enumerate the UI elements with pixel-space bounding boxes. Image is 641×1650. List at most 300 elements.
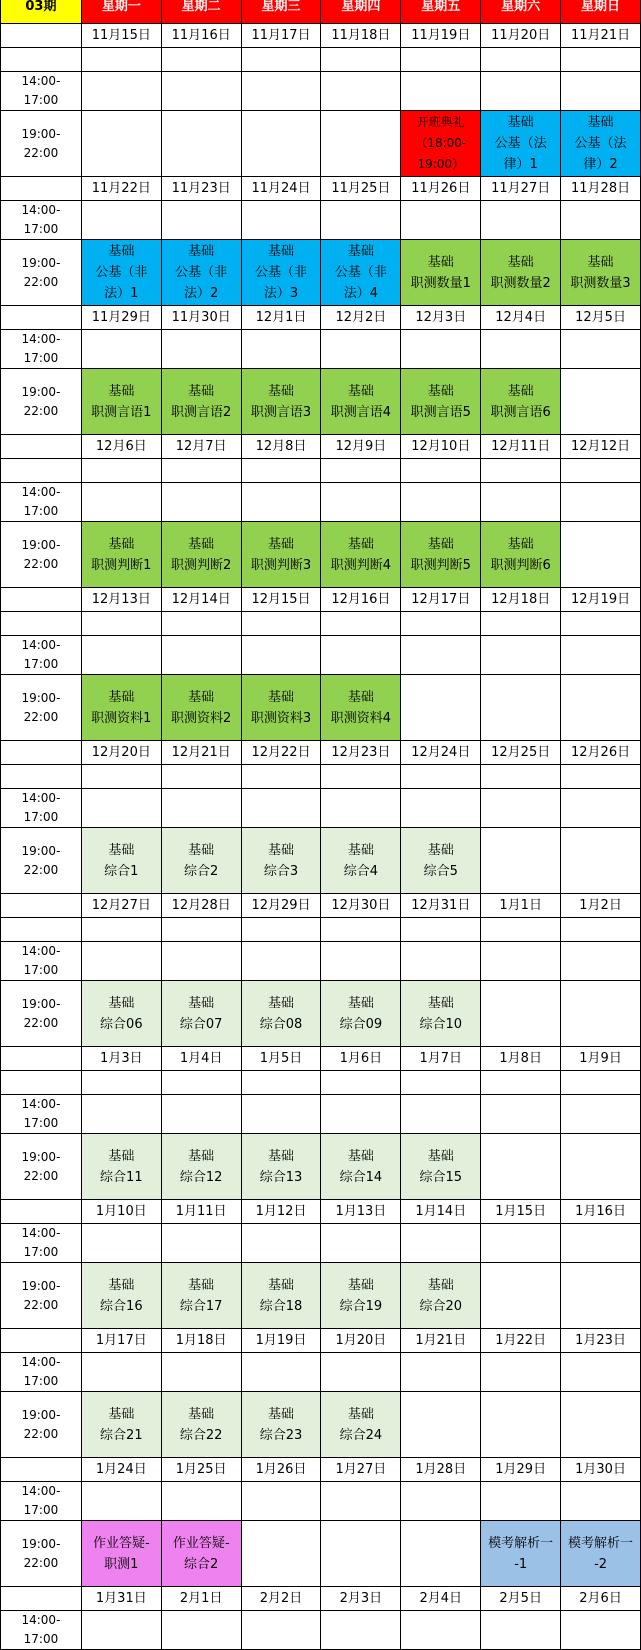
- empty-cell: [561, 201, 641, 240]
- date-cell: 1月17日: [81, 1329, 161, 1353]
- empty-cell: [561, 1482, 641, 1521]
- class-session-cell: 基础 职测判断5: [401, 522, 481, 588]
- spacer-row: [1, 459, 641, 483]
- empty-cell: [481, 789, 561, 828]
- afternoon-row: [1, 483, 641, 522]
- empty-cell: [561, 72, 641, 111]
- empty-cell: [321, 1353, 401, 1392]
- class-session-cell: 基础 公基（法 律）2: [561, 111, 641, 177]
- afternoon-row: [1, 1611, 641, 1650]
- date-cell: 1月20日: [321, 1329, 401, 1353]
- time-slot-evening: 19:00- 22:00: [1, 522, 82, 588]
- class-session-cell: 基础 职测判断6: [481, 522, 561, 588]
- class-session-cell: 基础 职测数量3: [561, 240, 641, 306]
- empty-cell: [241, 765, 321, 789]
- afternoon-row: [1, 330, 641, 369]
- empty-cell: [561, 981, 641, 1047]
- empty-cell: [81, 1482, 161, 1521]
- empty-cell: [81, 48, 161, 72]
- class-session-cell: 模考解析一 -1: [481, 1521, 561, 1587]
- date-cell: 12月8日: [241, 435, 321, 459]
- empty-cell: [481, 1482, 561, 1521]
- empty-cell: [81, 612, 161, 636]
- empty-cell: [481, 765, 561, 789]
- empty-cell: [481, 1134, 561, 1200]
- time-slot-afternoon: 14:00- 17:00: [1, 201, 82, 240]
- date-cell: 1月31日: [81, 1587, 161, 1611]
- empty-cell: [241, 48, 321, 72]
- empty-cell: [561, 48, 641, 72]
- class-session-cell: 基础 综合12: [161, 1134, 241, 1200]
- empty-cell: [401, 72, 481, 111]
- class-session-cell: 基础 综合4: [321, 828, 401, 894]
- empty-cell: [81, 1071, 161, 1095]
- spacer-row: [1, 765, 641, 789]
- empty-cell: [1, 918, 82, 942]
- empty-cell: [561, 612, 641, 636]
- date-cell: 12月18日: [481, 588, 561, 612]
- empty-cell: [161, 636, 241, 675]
- spacer-row: [1, 612, 641, 636]
- day-header-mon: 星期一: [81, 0, 161, 24]
- class-session-cell: 基础 公基（非 法）4: [321, 240, 401, 306]
- empty-cell: [161, 48, 241, 72]
- date-row: [1, 177, 641, 201]
- empty-cell: [161, 201, 241, 240]
- class-session-cell: 基础 职测资料1: [81, 675, 161, 741]
- empty-cell: [481, 48, 561, 72]
- empty-cell: [241, 789, 321, 828]
- date-cell: 1月1日: [481, 894, 561, 918]
- evening-row: [1, 981, 641, 1047]
- empty-cell: [481, 1095, 561, 1134]
- empty-cell: [561, 828, 641, 894]
- empty-cell: [401, 918, 481, 942]
- date-cell: 12月31日: [401, 894, 481, 918]
- date-cell: 12月9日: [321, 435, 401, 459]
- date-cell: 2月4日: [401, 1587, 481, 1611]
- empty-cell: [401, 483, 481, 522]
- class-session-cell: 基础 公基（非 法）2: [161, 240, 241, 306]
- date-cell: 12月2日: [321, 306, 401, 330]
- class-session-cell: 基础 职测数量2: [481, 240, 561, 306]
- date-cell: 12月14日: [161, 588, 241, 612]
- date-cell: 1月7日: [401, 1047, 481, 1071]
- empty-cell: [241, 612, 321, 636]
- date-cell: 12月16日: [321, 588, 401, 612]
- date-cell: 12月5日: [561, 306, 641, 330]
- date-cell: 1月21日: [401, 1329, 481, 1353]
- empty-cell: [481, 459, 561, 483]
- date-row-label: [1, 177, 82, 201]
- empty-cell: [401, 1392, 481, 1458]
- empty-cell: [321, 201, 401, 240]
- empty-cell: [401, 459, 481, 483]
- empty-cell: [321, 459, 401, 483]
- empty-cell: [561, 369, 641, 435]
- class-session-cell: 模考解析一 -2: [561, 1521, 641, 1587]
- date-row: [1, 306, 641, 330]
- empty-cell: [481, 612, 561, 636]
- empty-cell: [401, 675, 481, 741]
- date-cell: 1月11日: [161, 1200, 241, 1224]
- empty-cell: [81, 201, 161, 240]
- date-cell: 2月5日: [481, 1587, 561, 1611]
- class-session-cell: 基础 综合07: [161, 981, 241, 1047]
- empty-cell: [481, 1263, 561, 1329]
- date-cell: 11月30日: [161, 306, 241, 330]
- empty-cell: [241, 201, 321, 240]
- empty-cell: [161, 1224, 241, 1263]
- day-header-sat: 星期六: [481, 0, 561, 24]
- empty-cell: [161, 330, 241, 369]
- empty-cell: [241, 1224, 321, 1263]
- class-session-cell: 基础 综合19: [321, 1263, 401, 1329]
- date-cell: 1月22日: [481, 1329, 561, 1353]
- empty-cell: [401, 201, 481, 240]
- empty-cell: [561, 942, 641, 981]
- time-slot-afternoon: 14:00- 17:00: [1, 1611, 82, 1650]
- empty-cell: [481, 1224, 561, 1263]
- date-cell: 11月16日: [161, 24, 241, 48]
- date-cell: 12月21日: [161, 741, 241, 765]
- date-cell: 1月3日: [81, 1047, 161, 1071]
- evening-row: [1, 1134, 641, 1200]
- empty-cell: [401, 1482, 481, 1521]
- empty-cell: [561, 483, 641, 522]
- date-cell: 11月29日: [81, 306, 161, 330]
- empty-cell: [321, 1611, 401, 1650]
- date-cell: 1月18日: [161, 1329, 241, 1353]
- date-row-label: [1, 306, 82, 330]
- date-cell: 1月13日: [321, 1200, 401, 1224]
- empty-cell: [321, 48, 401, 72]
- date-cell: 1月23日: [561, 1329, 641, 1353]
- date-cell: 12月23日: [321, 741, 401, 765]
- empty-cell: [401, 1521, 481, 1587]
- empty-cell: [161, 1482, 241, 1521]
- empty-cell: [321, 72, 401, 111]
- empty-cell: [401, 1353, 481, 1392]
- date-cell: 12月4日: [481, 306, 561, 330]
- empty-cell: [401, 789, 481, 828]
- empty-cell: [241, 1521, 321, 1587]
- class-session-cell: 基础 公基（非 法）1: [81, 240, 161, 306]
- date-cell: 12月13日: [81, 588, 161, 612]
- empty-cell: [1, 612, 82, 636]
- empty-cell: [321, 483, 401, 522]
- evening-row: [1, 675, 641, 741]
- time-slot-evening: 19:00- 22:00: [1, 1134, 82, 1200]
- date-row-label: [1, 1329, 82, 1353]
- empty-cell: [1, 48, 82, 72]
- class-session-cell: 基础 综合22: [161, 1392, 241, 1458]
- empty-cell: [321, 330, 401, 369]
- empty-cell: [81, 483, 161, 522]
- empty-cell: [561, 1095, 641, 1134]
- time-slot-evening: 19:00- 22:00: [1, 1392, 82, 1458]
- day-header-wed: 星期三: [241, 0, 321, 24]
- empty-cell: [81, 459, 161, 483]
- class-session-cell: 基础 综合06: [81, 981, 161, 1047]
- empty-cell: [241, 330, 321, 369]
- date-cell: 2月2日: [241, 1587, 321, 1611]
- day-header-fri: 星期五: [401, 0, 481, 24]
- date-row-label: [1, 435, 82, 459]
- date-cell: 1月27日: [321, 1458, 401, 1482]
- date-cell: 12月30日: [321, 894, 401, 918]
- empty-cell: [321, 918, 401, 942]
- empty-cell: [161, 612, 241, 636]
- spacer-row: [1, 1071, 641, 1095]
- time-slot-afternoon: 14:00- 17:00: [1, 636, 82, 675]
- day-header-tue: 星期二: [161, 0, 241, 24]
- schedule-body: [1, 0, 641, 1650]
- afternoon-row: [1, 201, 641, 240]
- evening-row: [1, 522, 641, 588]
- time-slot-afternoon: 14:00- 17:00: [1, 1482, 82, 1521]
- date-cell: 1月16日: [561, 1200, 641, 1224]
- empty-cell: [161, 72, 241, 111]
- date-cell: 12月7日: [161, 435, 241, 459]
- class-session-cell: 基础 职测言语5: [401, 369, 481, 435]
- afternoon-row: [1, 72, 641, 111]
- date-cell: 2月6日: [561, 1587, 641, 1611]
- date-row: [1, 1047, 641, 1071]
- empty-cell: [561, 1071, 641, 1095]
- empty-cell: [561, 522, 641, 588]
- date-cell: 2月1日: [161, 1587, 241, 1611]
- empty-cell: [321, 1482, 401, 1521]
- empty-cell: [1, 765, 82, 789]
- date-cell: 1月29日: [481, 1458, 561, 1482]
- spacer-row: [1, 48, 641, 72]
- date-cell: 11月15日: [81, 24, 161, 48]
- class-session-cell: 基础 综合09: [321, 981, 401, 1047]
- evening-row: [1, 111, 641, 177]
- time-slot-afternoon: 14:00- 17:00: [1, 1353, 82, 1392]
- class-session-cell: 基础 公基（法 律）1: [481, 111, 561, 177]
- empty-cell: [241, 942, 321, 981]
- empty-cell: [561, 765, 641, 789]
- class-session-cell: 基础 职测数量1: [401, 240, 481, 306]
- empty-cell: [401, 765, 481, 789]
- date-cell: 12月12日: [561, 435, 641, 459]
- time-slot-evening: 19:00- 22:00: [1, 240, 82, 306]
- date-cell: 11月18日: [321, 24, 401, 48]
- afternoon-row: [1, 1095, 641, 1134]
- date-row: [1, 1200, 641, 1224]
- empty-cell: [241, 1071, 321, 1095]
- date-row-label: [1, 24, 82, 48]
- empty-cell: [401, 1095, 481, 1134]
- date-row: [1, 1458, 641, 1482]
- evening-row: [1, 1392, 641, 1458]
- class-session-cell: 基础 综合23: [241, 1392, 321, 1458]
- class-session-cell: 基础 职测资料3: [241, 675, 321, 741]
- date-cell: 11月23日: [161, 177, 241, 201]
- empty-cell: [321, 612, 401, 636]
- empty-cell: [401, 636, 481, 675]
- class-session-cell: 基础 职测言语6: [481, 369, 561, 435]
- empty-cell: [561, 675, 641, 741]
- date-row-label: [1, 1458, 82, 1482]
- empty-cell: [241, 918, 321, 942]
- time-slot-afternoon: 14:00- 17:00: [1, 942, 82, 981]
- date-row-label: [1, 1200, 82, 1224]
- class-session-cell: 基础 职测判断2: [161, 522, 241, 588]
- date-cell: 12月3日: [401, 306, 481, 330]
- class-session-cell: 基础 综合13: [241, 1134, 321, 1200]
- time-slot-afternoon: 14:00- 17:00: [1, 330, 82, 369]
- date-cell: 12月27日: [81, 894, 161, 918]
- date-cell: 1月5日: [241, 1047, 321, 1071]
- empty-cell: [81, 1353, 161, 1392]
- class-session-cell: 基础 综合21: [81, 1392, 161, 1458]
- empty-cell: [241, 1353, 321, 1392]
- date-row-label: [1, 1047, 82, 1071]
- date-row: [1, 894, 641, 918]
- date-cell: 11月17日: [241, 24, 321, 48]
- time-slot-afternoon: 14:00- 17:00: [1, 72, 82, 111]
- empty-cell: [161, 459, 241, 483]
- empty-cell: [81, 636, 161, 675]
- empty-cell: [241, 483, 321, 522]
- class-session-cell: 基础 职测判断4: [321, 522, 401, 588]
- date-cell: 11月19日: [401, 24, 481, 48]
- empty-cell: [481, 675, 561, 741]
- empty-cell: [561, 1611, 641, 1650]
- date-row-label: [1, 588, 82, 612]
- date-cell: 12月11日: [481, 435, 561, 459]
- empty-cell: [481, 828, 561, 894]
- time-slot-afternoon: 14:00- 17:00: [1, 483, 82, 522]
- class-session-cell: 基础 综合16: [81, 1263, 161, 1329]
- empty-cell: [481, 1611, 561, 1650]
- date-cell: 11月24日: [241, 177, 321, 201]
- date-row: [1, 588, 641, 612]
- empty-cell: [481, 1071, 561, 1095]
- class-session-cell: 基础 综合15: [401, 1134, 481, 1200]
- class-session-cell: 基础 综合2: [161, 828, 241, 894]
- class-session-cell: 基础 综合1: [81, 828, 161, 894]
- time-slot-evening: 19:00- 22:00: [1, 369, 82, 435]
- date-cell: 1月8日: [481, 1047, 561, 1071]
- time-slot-afternoon: 14:00- 17:00: [1, 789, 82, 828]
- empty-cell: [81, 765, 161, 789]
- empty-cell: [561, 1353, 641, 1392]
- empty-cell: [561, 789, 641, 828]
- class-session-cell: 基础 综合18: [241, 1263, 321, 1329]
- empty-cell: [161, 1095, 241, 1134]
- time-slot-evening: 19:00- 22:00: [1, 1521, 82, 1587]
- empty-cell: [401, 612, 481, 636]
- empty-cell: [321, 789, 401, 828]
- date-cell: 1月9日: [561, 1047, 641, 1071]
- empty-cell: [321, 1224, 401, 1263]
- empty-cell: [241, 1095, 321, 1134]
- empty-cell: [321, 1095, 401, 1134]
- empty-cell: [161, 1353, 241, 1392]
- date-row-label: [1, 894, 82, 918]
- date-cell: 11月22日: [81, 177, 161, 201]
- date-cell: 1月26日: [241, 1458, 321, 1482]
- evening-row: [1, 1263, 641, 1329]
- date-cell: 12月19日: [561, 588, 641, 612]
- empty-cell: [241, 1482, 321, 1521]
- date-cell: 1月2日: [561, 894, 641, 918]
- empty-cell: [161, 1611, 241, 1650]
- empty-cell: [481, 1353, 561, 1392]
- afternoon-row: [1, 942, 641, 981]
- date-cell: 11月28日: [561, 177, 641, 201]
- empty-cell: [161, 483, 241, 522]
- empty-cell: [481, 918, 561, 942]
- class-session-cell: 基础 职测资料2: [161, 675, 241, 741]
- date-cell: 1月12日: [241, 1200, 321, 1224]
- afternoon-row: [1, 636, 641, 675]
- class-session-cell: 基础 综合14: [321, 1134, 401, 1200]
- empty-cell: [81, 1095, 161, 1134]
- empty-cell: [321, 765, 401, 789]
- date-cell: 1月15日: [481, 1200, 561, 1224]
- empty-cell: [1, 1071, 82, 1095]
- empty-cell: [161, 765, 241, 789]
- date-row-label: [1, 1587, 82, 1611]
- empty-cell: [81, 111, 161, 177]
- date-cell: 12月6日: [81, 435, 161, 459]
- evening-row: [1, 369, 641, 435]
- empty-cell: [481, 981, 561, 1047]
- term-label: 03期: [1, 0, 82, 24]
- date-cell: 12月29日: [241, 894, 321, 918]
- date-cell: 1月24日: [81, 1458, 161, 1482]
- date-cell: 1月28日: [401, 1458, 481, 1482]
- date-cell: 12月26日: [561, 741, 641, 765]
- empty-cell: [481, 330, 561, 369]
- empty-cell: [481, 72, 561, 111]
- date-row: [1, 1587, 641, 1611]
- class-session-cell: 基础 职测言语2: [161, 369, 241, 435]
- class-session-cell: 基础 职测判断1: [81, 522, 161, 588]
- empty-cell: [161, 1071, 241, 1095]
- time-slot-afternoon: 14:00- 17:00: [1, 1224, 82, 1263]
- day-header-thu: 星期四: [321, 0, 401, 24]
- class-session-cell: 基础 公基（非 法）3: [241, 240, 321, 306]
- empty-cell: [321, 942, 401, 981]
- class-session-cell: 作业答疑- 综合2: [161, 1521, 241, 1587]
- class-session-cell: 基础 职测言语4: [321, 369, 401, 435]
- class-session-cell: 基础 职测言语3: [241, 369, 321, 435]
- time-slot-evening: 19:00- 22:00: [1, 828, 82, 894]
- class-session-cell: 基础 职测言语1: [81, 369, 161, 435]
- date-cell: 12月1日: [241, 306, 321, 330]
- class-session-cell: 基础 综合10: [401, 981, 481, 1047]
- date-row: [1, 435, 641, 459]
- empty-cell: [81, 918, 161, 942]
- date-cell: 1月19日: [241, 1329, 321, 1353]
- empty-cell: [401, 330, 481, 369]
- afternoon-row: [1, 1353, 641, 1392]
- class-session-cell: 基础 综合5: [401, 828, 481, 894]
- empty-cell: [81, 1611, 161, 1650]
- date-cell: 1月6日: [321, 1047, 401, 1071]
- evening-row: [1, 828, 641, 894]
- empty-cell: [241, 636, 321, 675]
- afternoon-row: [1, 789, 641, 828]
- empty-cell: [561, 1134, 641, 1200]
- evening-row: [1, 1521, 641, 1587]
